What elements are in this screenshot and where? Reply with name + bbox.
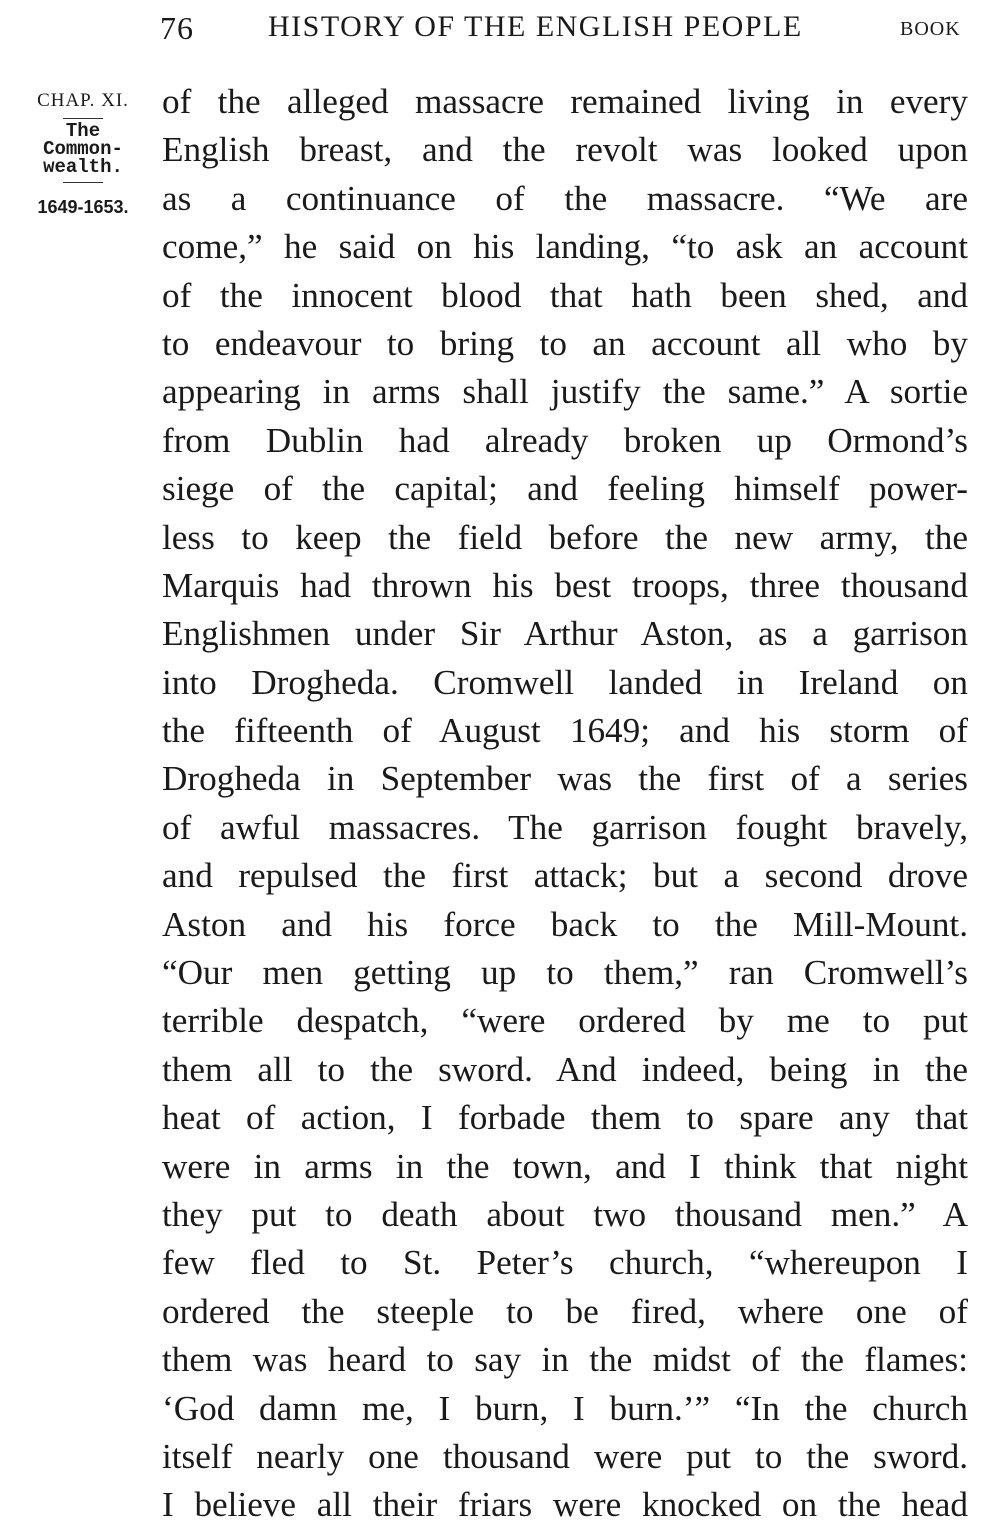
text-line: of awful massacres. The garrison fought bravely, [162, 807, 968, 847]
text-line: few fled to St. Peter’s church, “whereupon I [162, 1243, 968, 1283]
text-line: ordered the steeple to be fired, where one of [162, 1291, 968, 1331]
text-line: of the innocent blood that hath been shed, and [162, 275, 968, 315]
chapter-rule [63, 118, 103, 119]
text-line: the fifteenth of August 1649; and his storm of [162, 711, 968, 751]
text-line: heat of action, I forbade them to spare any that [162, 1098, 968, 1138]
text-line: Drogheda in September was the first of a series [162, 759, 968, 799]
text-line: as a continuance of the massacre. “We are [162, 178, 968, 218]
chapter-label: CHAP. XI. [37, 90, 129, 111]
book-label: BOOK [900, 18, 961, 40]
text-line: Aston and his force back to the Mill-Mount. [162, 904, 968, 944]
text-line: of the alleged massacre remained living in every [162, 82, 968, 121]
page-number: 76 [160, 10, 194, 46]
text-line: English breast, and the revolt was looked upon [162, 130, 968, 170]
text-line: them was heard to say in the midst of the flames: [162, 1340, 968, 1380]
body-text [162, 78, 968, 1530]
text-line: from Dublin had already broken up Ormond’s [162, 420, 968, 460]
section-title-line: wealth. [43, 156, 123, 178]
running-title: HISTORY OF THE ENGLISH PEOPLE [268, 10, 803, 43]
text-line: and repulsed the first attack; but a second drove [162, 856, 968, 896]
text-line: into Drogheda. Cromwell landed in Ireland on [162, 662, 968, 702]
text-line: I believe all their friars were knocked on the head [162, 1485, 968, 1525]
section-title-line: The [65, 120, 101, 142]
text-line: them all to the sword. And indeed, being in the [162, 1049, 968, 1089]
text-line: “Our men getting up to them,” ran Cromwell’s [162, 953, 968, 993]
running-header [0, 6, 1000, 46]
text-line: siege of the capital; and feeling himself power- [162, 469, 968, 509]
text-line: appearing in arms shall justify the same.” A sortie [162, 372, 968, 412]
section-title [18, 122, 148, 176]
text-line: itself nearly one thousand were put to the sword. [162, 1436, 968, 1476]
text-line: to endeavour to bring to an account all who by [162, 323, 968, 363]
margin-notes [18, 86, 148, 218]
date-range: 1649-1653. [37, 197, 129, 217]
text-line: terrible despatch, “were ordered by me to put [162, 1001, 968, 1041]
section-rule [63, 182, 103, 183]
section-title-line: Common- [43, 138, 123, 160]
text-line: less to keep the field before the new army, the [162, 517, 968, 557]
text-line: ‘God damn me, I burn, I burn.’” “In the church [162, 1388, 968, 1428]
text-line: they put to death about two thousand men.” A [162, 1194, 968, 1234]
text-line: Englishmen under Sir Arthur Aston, as a garrison [162, 614, 968, 654]
text-line: come,” he said on his landing, “to ask an account [162, 227, 968, 267]
text-line: Marquis had thrown his best troops, three thousand [162, 565, 968, 605]
text-line: were in arms in the town, and I think that night [162, 1146, 968, 1186]
